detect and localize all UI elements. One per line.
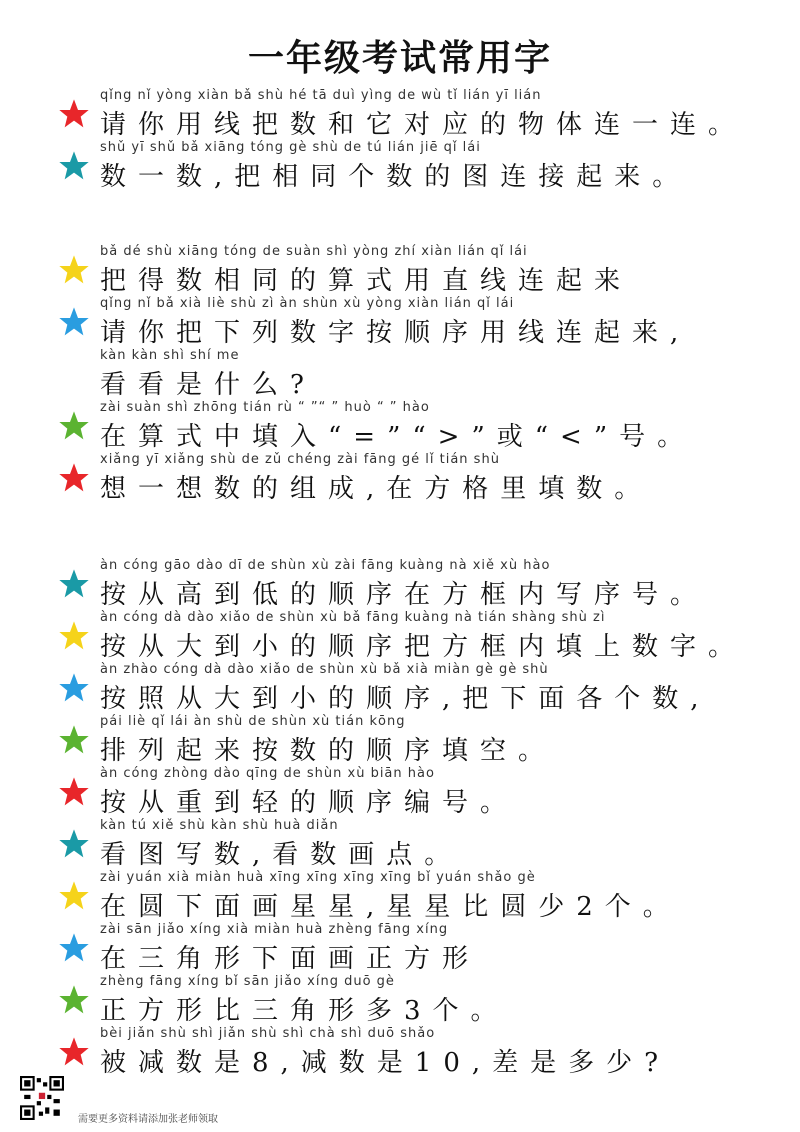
hanzi-text: 请你用线把数和它对应的物体连一连。 bbox=[100, 110, 747, 140]
star-icon bbox=[58, 828, 90, 860]
star-icon bbox=[58, 254, 90, 286]
hanzi-text: 把得数相同的算式用直线连起来 bbox=[100, 266, 633, 296]
pinyin-text: àn cóng dà dào xiǎo de shùn xù bǎ fāng kuàng nà tián shàng shù zì bbox=[100, 610, 606, 625]
pinyin-text: zhèng fāng xíng bǐ sān jiǎo xíng duō gè bbox=[100, 974, 395, 989]
pinyin-text: shǔ yī shǔ bǎ xiāng tóng gè shù de tú lián jiē qǐ lái bbox=[100, 140, 481, 155]
hanzi-text: 按照从大到小的顺序,把下面各个数, bbox=[100, 684, 711, 714]
hanzi-text: 排列起来按数的顺序填空。 bbox=[100, 736, 557, 766]
pinyin-text: qǐng nǐ bǎ xià liè shù zì àn shùn xù yòng xiàn lián qǐ lái bbox=[100, 296, 515, 311]
star-icon bbox=[58, 150, 90, 182]
star-icon bbox=[58, 410, 90, 442]
hanzi-text: 被减数是8,减数是10,差是多少? bbox=[100, 1048, 671, 1078]
star-icon bbox=[58, 462, 90, 494]
pinyin-text: àn cóng zhòng dào qīng de shùn xù biān hào bbox=[100, 766, 435, 781]
hanzi-text: 正方形比三角形多3个。 bbox=[100, 996, 509, 1026]
hanzi-text: 按从重到轻的顺序编号。 bbox=[100, 788, 519, 818]
footer-note: 需要更多资料请添加张老师领取 bbox=[78, 1114, 218, 1125]
star-icon bbox=[58, 568, 90, 600]
pinyin-text: bǎ dé shù xiāng tóng de suàn shì yòng zhí xiàn lián qǐ lái bbox=[100, 244, 528, 259]
star-icon bbox=[58, 724, 90, 756]
hanzi-text: 看图写数,看数画点。 bbox=[100, 840, 463, 870]
pinyin-text: zài yuán xià miàn huà xīng xīng xīng xīng bǐ yuán shǎo gè bbox=[100, 870, 536, 885]
qr-code-icon[interactable] bbox=[20, 1076, 64, 1120]
hanzi-text: 在算式中填入“=”“>”或“<”号。 bbox=[100, 422, 696, 452]
pinyin-text: xiǎng yī xiǎng shù de zǔ chéng zài fāng gé lǐ tián shù bbox=[100, 452, 500, 467]
star-icon bbox=[58, 932, 90, 964]
pinyin-text: qǐng nǐ yòng xiàn bǎ shù hé tā duì yìng de wù tǐ lián yī lián bbox=[100, 88, 542, 103]
star-icon bbox=[58, 98, 90, 130]
hanzi-text: 数一数,把相同个数的图连接起来。 bbox=[100, 162, 691, 192]
page-title: 一年级考试常用字 bbox=[247, 38, 552, 79]
pinyin-text: kàn tú xiě shù kàn shù huà diǎn bbox=[100, 818, 339, 833]
star-icon bbox=[58, 672, 90, 704]
star-icon bbox=[58, 1036, 90, 1068]
pinyin-text: zài sān jiǎo xíng xià miàn huà zhèng fāng xíng bbox=[100, 922, 449, 937]
star-icon bbox=[58, 776, 90, 808]
hanzi-text: 看看是什么? bbox=[100, 370, 316, 400]
pinyin-text: kàn kàn shì shí me bbox=[100, 348, 240, 363]
star-icon bbox=[58, 880, 90, 912]
hanzi-text: 请你把下列数字按顺序用线连起来, bbox=[100, 318, 691, 348]
hanzi-text: 想一想数的组成,在方格里填数。 bbox=[100, 474, 653, 504]
star-icon bbox=[58, 306, 90, 338]
pinyin-text: àn cóng gāo dào dī de shùn xù zài fāng kuàng nà xiě xù hào bbox=[100, 558, 551, 573]
star-icon bbox=[58, 984, 90, 1016]
star-icon bbox=[58, 620, 90, 652]
hanzi-text: 在三角形下面画正方形 bbox=[100, 944, 481, 974]
pinyin-text: pái liè qǐ lái àn shù de shùn xù tián kōng bbox=[100, 714, 406, 729]
pinyin-text: bèi jiǎn shù shì jiǎn shù shì chà shì duō shǎo bbox=[100, 1026, 436, 1041]
hanzi-text: 按从高到低的顺序在方框内写序号。 bbox=[100, 580, 709, 610]
hanzi-text: 按从大到小的顺序把方框内填上数字。 bbox=[100, 632, 747, 662]
hanzi-text: 在圆下面画星星,星星比圆少2个。 bbox=[100, 892, 681, 922]
pinyin-text: àn zhào cóng dà dào xiǎo de shùn xù bǎ xià miàn gè gè shù bbox=[100, 662, 549, 677]
pinyin-text: zài suàn shì zhōng tián rù “ ”“ ” huò “ ” hào bbox=[100, 400, 430, 415]
